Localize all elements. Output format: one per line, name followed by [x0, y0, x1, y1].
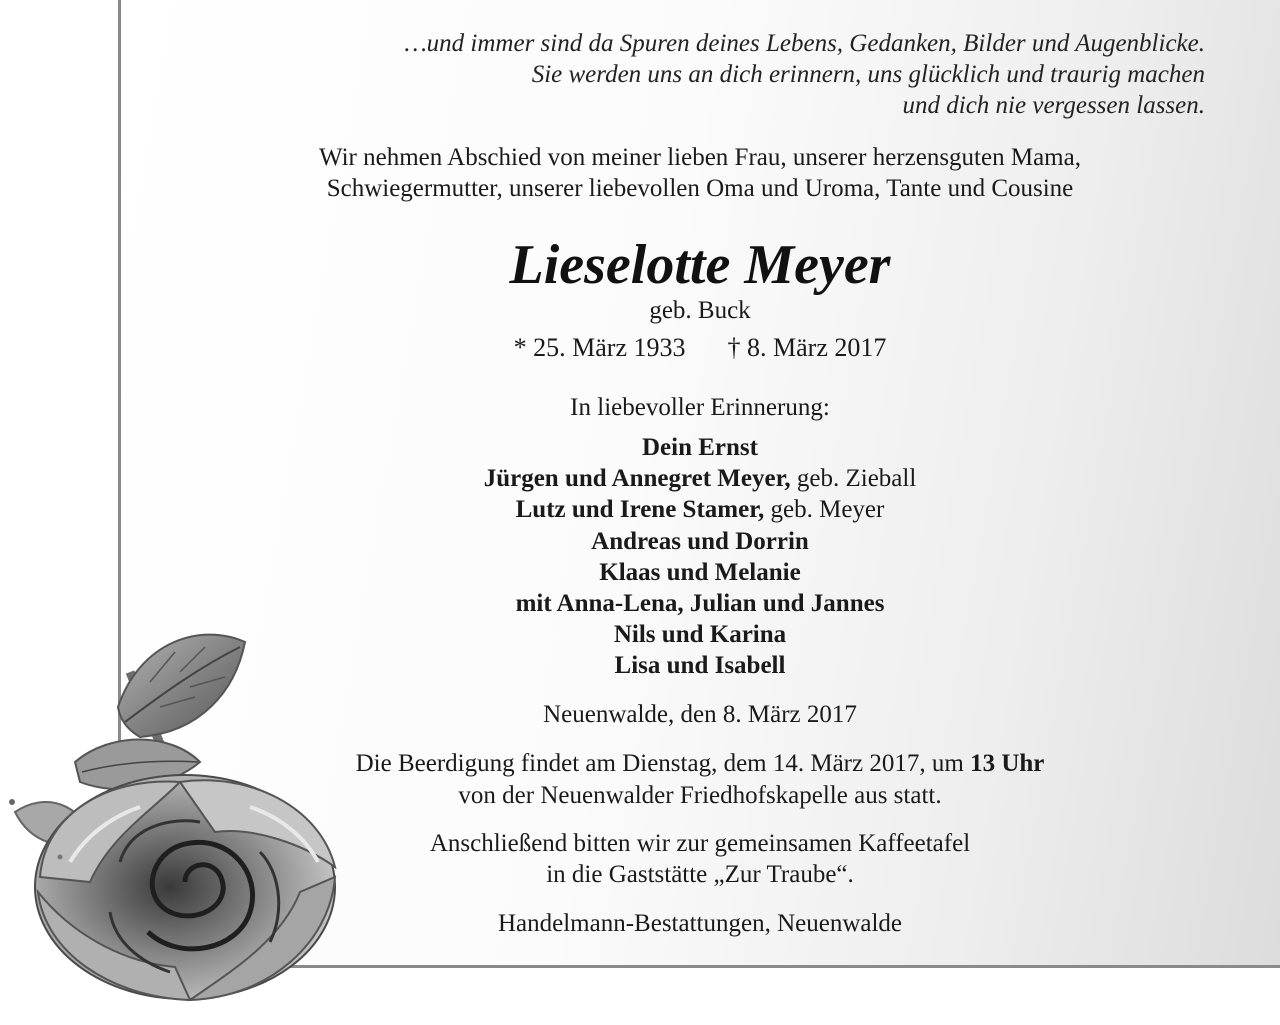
- mourner-names: Lutz und Irene Stamer,: [515, 496, 765, 524]
- intro-text: [230, 142, 1170, 204]
- motto-line: Sie werden uns an dich erinnern, uns glücklich und traurig machen: [531, 61, 1205, 88]
- birth-date: * 25. März 1933: [513, 333, 686, 362]
- funeral-info: [230, 748, 1170, 812]
- mourner-line: [230, 650, 1170, 681]
- mourner-line: [230, 557, 1170, 588]
- deceased-name: Lieselotte Meyer: [509, 234, 891, 296]
- mourner-suffix: geb. Meyer: [764, 496, 885, 524]
- mourner-names: Nils und Karina: [613, 621, 787, 649]
- place-date: Neuenwalde, den 8. März 2017: [543, 701, 857, 728]
- mourner-line: [230, 588, 1170, 619]
- mourner-line: [230, 619, 1170, 650]
- death-date: † 8. März 2017: [727, 333, 887, 362]
- intro-line: Schwiegermutter, unserer liebevollen Oma und Uroma, Tante und Cousine: [326, 175, 1074, 202]
- mourners-list: [230, 432, 1170, 682]
- memory-heading: In liebevoller Erinnerung:: [570, 394, 830, 421]
- undertaker: Handelmann-Bestattungen, Neuenwalde: [497, 910, 903, 937]
- motto-line: …und immer sind da Spuren deines Lebens, Gedanken, Bilder und Augenblicke.: [404, 30, 1205, 57]
- mourner-line: [230, 463, 1170, 494]
- mourner-names: Klaas und Melanie: [599, 558, 801, 586]
- mourner-suffix: geb. Zieball: [790, 465, 917, 493]
- mourner-names: mit Anna-Lena, Julian und Jannes: [515, 590, 885, 618]
- coffee-line: in die Gaststätte „Zur Traube“.: [546, 861, 854, 888]
- intro-line: Wir nehmen Abschied von meiner lieben Frau, unserer herzensguten Mama,: [319, 144, 1081, 171]
- mourner-names: Lisa und Isabell: [614, 652, 786, 680]
- coffee-info: [230, 828, 1170, 890]
- mourner-line: [230, 526, 1170, 557]
- mourner-line: [230, 494, 1170, 525]
- mourner-line: [230, 432, 1170, 463]
- mourner-names: Dein Ernst: [642, 434, 758, 461]
- funeral-line-text: Die Beerdigung findet am Dienstag, dem 14. März 2017, um: [355, 750, 971, 777]
- birth-name: geb. Buck: [649, 297, 751, 324]
- motto-quote: [255, 28, 1205, 121]
- mourner-names: Jürgen und Annegret Meyer,: [483, 465, 791, 493]
- life-dates: [230, 332, 1170, 364]
- mourner-names: Andreas und Dorrin: [591, 527, 809, 555]
- motto-line: und dich nie vergessen lassen.: [902, 92, 1205, 119]
- funeral-line: [230, 748, 1170, 780]
- funeral-time: 13 Uhr: [970, 750, 1045, 777]
- coffee-line: Anschließend bitten wir zur gemeinsamen Kaffeetafel: [429, 830, 971, 857]
- funeral-line: von der Neuenwalder Friedhofskapelle aus statt.: [458, 782, 942, 809]
